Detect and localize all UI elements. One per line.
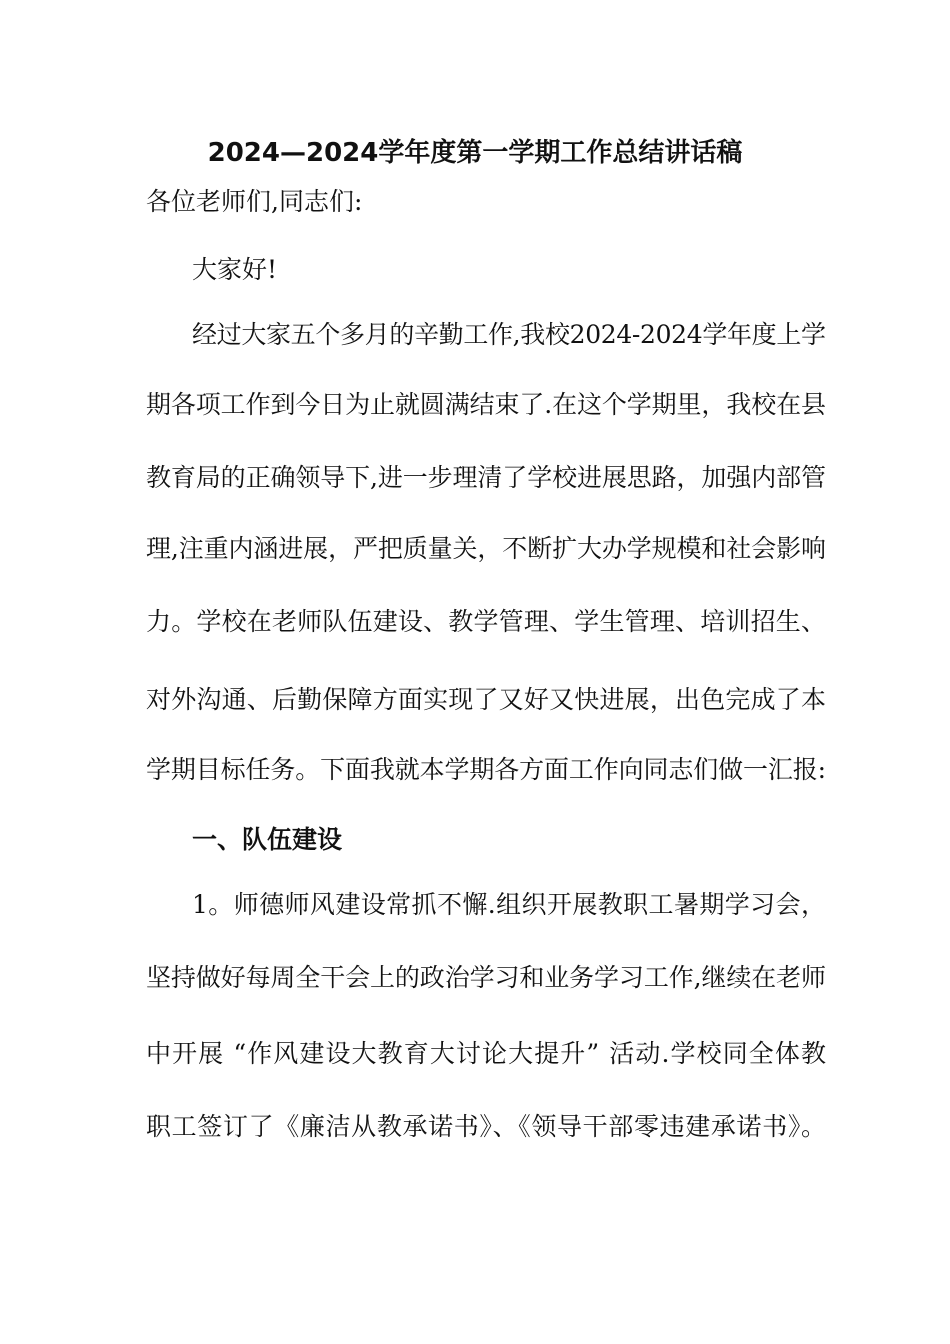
paragraph-line: 中开展 “作风建设大教育大讨论大提升” 活动.学校同全体教	[146, 1039, 828, 1068]
paragraph-line: 坚持做好每周全干会上的政治学习和业务学习工作,继续在老师	[146, 963, 826, 992]
section-heading: 一、队伍建设	[192, 825, 343, 854]
paragraph-line: 职工签订了《廉洁从教承诺书》、《领导干部零违建承诺书》。	[146, 1112, 827, 1141]
greeting: 大家好!	[192, 255, 278, 284]
paragraph-line: 经过大家五个多月的辛勤工作,我校2024-2024学年度上学	[192, 320, 826, 349]
paragraph-line: 1。师德师风建设常抓不懈.组织开展教职工暑期学习会，	[192, 890, 827, 919]
paragraph-line: 理,注重内涵进展，严把质量关，不断扩大办学规模和社会影响	[146, 534, 826, 563]
paragraph-line: 力。学校在老师队伍建设、教学管理、学生管理、培训招生、	[146, 607, 827, 636]
paragraph-line: 学期目标任务。下面我就本学期各方面工作向同志们做一汇报:	[146, 755, 826, 784]
paragraph-line: 对外沟通、后勤保障方面实现了又好又快进展，出色完成了本	[146, 685, 827, 714]
document-title: 2024—2024学年度第一学期工作总结讲话稿	[207, 138, 743, 168]
paragraph-line: 教育局的正确领导下,进一步理清了学校进展思路，加强内部管	[146, 463, 826, 492]
salutation: 各位老师们,同志们:	[146, 187, 363, 216]
paragraph-line: 期各项工作到今日为止就圆满结束了.在这个学期里，我校在县	[146, 390, 826, 419]
